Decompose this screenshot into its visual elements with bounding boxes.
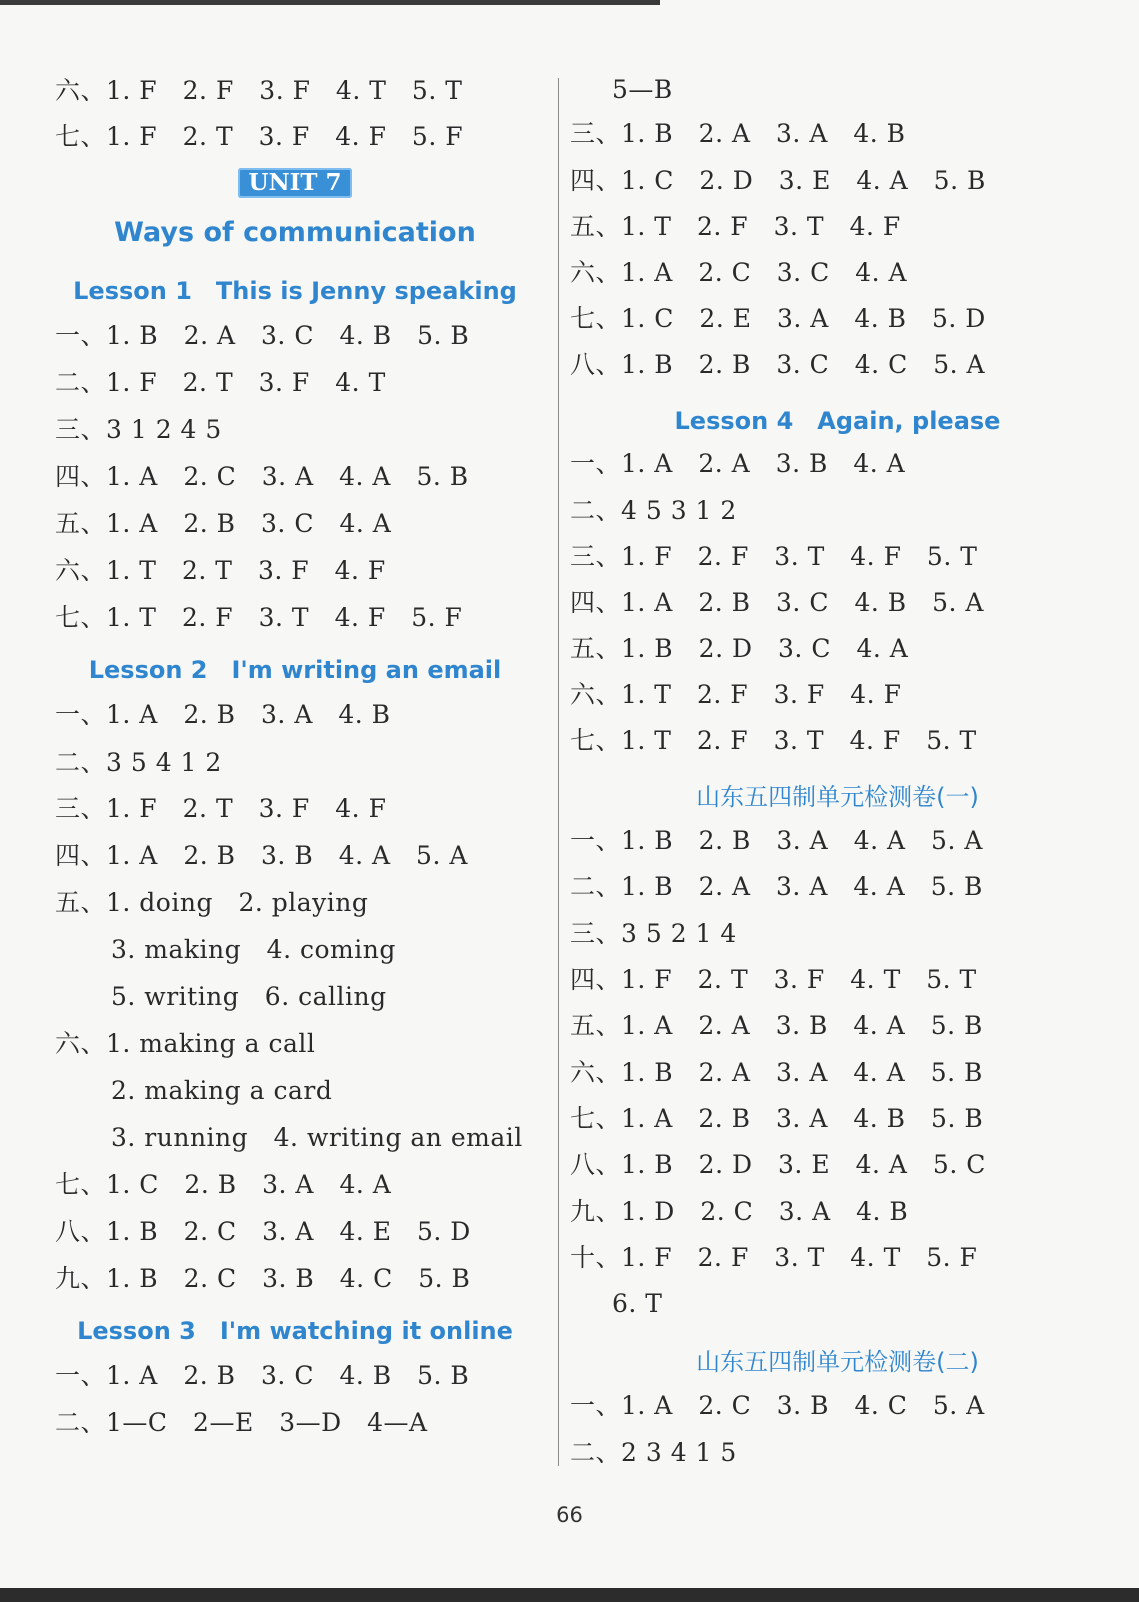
answer-line: 九、1. D 2. C 3. A 4. B xyxy=(570,1197,909,1226)
page-number: 66 xyxy=(556,1503,583,1527)
answer-line: 七、1. C 2. B 3. A 4. A xyxy=(55,1170,392,1199)
answer-line: 一、1. A 2. A 3. B 4. A xyxy=(570,449,906,478)
answer-line: 七、1. T 2. F 3. T 4. F 5. T xyxy=(570,726,977,755)
scan-bottom-edge xyxy=(0,1588,1139,1602)
answer-line: 四、1. A 2. B 3. C 4. B 5. A xyxy=(570,588,984,617)
answer-line: 六、1. F 2. F 3. F 4. T 5. T xyxy=(55,76,463,105)
unit-badge: UNIT 7 xyxy=(238,168,353,198)
answer-line: 七、1. T 2. F 3. T 4. F 5. F xyxy=(55,603,463,632)
answer-line: 三、1. F 2. T 3. F 4. F xyxy=(55,794,387,823)
lesson-1-title: Lesson 1 This is Jenny speaking xyxy=(73,277,517,305)
answer-line: 3. making 4. coming xyxy=(111,935,396,964)
lesson-4-title: Lesson 4 Again, please xyxy=(674,407,1001,435)
answer-line: 七、1. A 2. B 3. A 4. B 5. B xyxy=(570,1104,984,1133)
answer-line: 六、1. making a call xyxy=(55,1029,316,1058)
lesson-3-title: Lesson 3 I'm watching it online xyxy=(77,1317,513,1345)
answer-line: 九、1. B 2. C 3. B 4. C 5. B xyxy=(55,1264,471,1293)
answer-line: 六、1. A 2. C 3. C 4. A xyxy=(570,258,908,287)
answer-line: 四、1. F 2. T 3. F 4. T 5. T xyxy=(570,965,977,994)
answer-line: 五、1. A 2. B 3. C 4. A xyxy=(55,509,392,538)
answer-line: 八、1. B 2. B 3. C 4. C 5. A xyxy=(570,350,986,379)
answer-line: 五、1. B 2. D 3. C 4. A xyxy=(570,634,909,663)
answer-line: 八、1. B 2. C 3. A 4. E 5. D xyxy=(55,1217,471,1246)
answer-line: 四、1. C 2. D 3. E 4. A 5. B xyxy=(570,166,986,195)
answer-line: 三、3 5 2 1 4 xyxy=(570,919,737,948)
answer-line: 二、1. F 2. T 3. F 4. T xyxy=(55,368,386,397)
answer-line: 一、1. A 2. C 3. B 4. C 5. A xyxy=(570,1391,985,1420)
answer-line: 二、2 3 4 1 5 xyxy=(570,1438,737,1467)
scan-top-edge xyxy=(0,0,660,5)
answer-line: 2. making a card xyxy=(111,1076,333,1105)
answer-line: 二、1—C 2—E 3—D 4—A xyxy=(55,1408,428,1437)
answer-line: 三、1. B 2. A 3. A 4. B xyxy=(570,119,906,148)
answer-line: 六、1. T 2. T 3. F 4. F xyxy=(55,556,386,585)
answer-line: 五、1. T 2. F 3. T 4. F xyxy=(570,212,901,241)
answer-line: 一、1. B 2. B 3. A 4. A 5. A xyxy=(570,826,983,855)
answer-line: 一、1. A 2. B 3. A 4. B xyxy=(55,700,391,729)
answer-line: 四、1. A 2. C 3. A 4. A 5. B xyxy=(55,462,469,491)
lesson-2-title: Lesson 2 I'm writing an email xyxy=(88,656,502,684)
answer-line: 四、1. A 2. B 3. B 4. A 5. A xyxy=(55,841,468,870)
unit-badge-wrap xyxy=(20,168,570,198)
answer-line: 十、1. F 2. F 3. T 4. T 5. F xyxy=(570,1243,978,1272)
column-divider xyxy=(558,78,559,1466)
answer-line: 八、1. B 2. D 3. E 4. A 5. C xyxy=(570,1150,986,1179)
answer-line: 一、1. B 2. A 3. C 4. B 5. B xyxy=(55,321,470,350)
answer-line: 六、1. T 2. F 3. F 4. F xyxy=(570,680,902,709)
answer-line: 五、1. A 2. A 3. B 4. A 5. B xyxy=(570,1011,983,1040)
answer-line: 5. writing 6. calling xyxy=(111,982,387,1011)
answer-line: 6. T xyxy=(612,1289,663,1318)
unit-title: Ways of communication xyxy=(114,217,476,248)
answer-line: 二、1. B 2. A 3. A 4. A 5. B xyxy=(570,872,983,901)
answer-line: 三、1. F 2. F 3. T 4. F 5. T xyxy=(570,542,978,571)
test-2-title: 山东五四制单元检测卷(二) xyxy=(696,1348,979,1376)
answer-line: 七、1. C 2. E 3. A 4. B 5. D xyxy=(570,304,986,333)
answer-line: 七、1. F 2. T 3. F 4. F 5. F xyxy=(55,122,464,151)
answer-line: 一、1. A 2. B 3. C 4. B 5. B xyxy=(55,1361,470,1390)
answer-line: 五、1. doing 2. playing xyxy=(55,888,369,917)
test-1-title: 山东五四制单元检测卷(一) xyxy=(696,783,979,811)
answer-line: 三、3 1 2 4 5 xyxy=(55,415,222,444)
answer-line: 5—B xyxy=(612,75,673,104)
answer-line: 3. running 4. writing an email xyxy=(111,1123,523,1152)
answer-line: 六、1. B 2. A 3. A 4. A 5. B xyxy=(570,1058,983,1087)
answer-line: 二、3 5 4 1 2 xyxy=(55,748,222,777)
answer-line: 二、4 5 3 1 2 xyxy=(570,496,737,525)
